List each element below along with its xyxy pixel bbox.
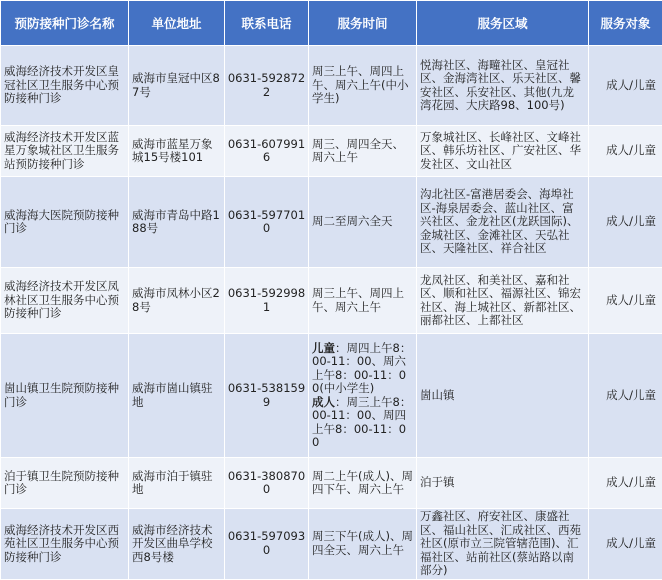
hours-child-text: ：周四上午8：00-11：00、周六上午8：00-11：00(中小学生)	[312, 341, 411, 396]
clinic-address: 威海市蓝星万象城15号楼101	[129, 126, 225, 177]
service-target: 成人/儿童	[589, 458, 662, 509]
table-row	[1, 46, 662, 126]
service-target: 成人/儿童	[589, 268, 662, 334]
header-target: 服务对象	[589, 1, 662, 46]
service-area: 龙凤社区、和美社区、嘉和社区、顺和社区、福源社区、锦宏社区、海上城社区、新都社区、丽都社区、上都社区	[417, 268, 589, 334]
service-target: 成人/儿童	[589, 126, 662, 177]
clinic-phone: 0631-5928722	[225, 46, 309, 126]
clinic-address: 威海市皇冠中区87号	[129, 46, 225, 126]
clinic-name: 威海经济技术开发区凤林社区卫生服务中心预防接种门诊	[1, 268, 129, 334]
hours-adult-text: ：周三上午8：00-11：00、周四上午8：00-11：00	[312, 395, 411, 450]
hours-child-label: 儿童	[312, 341, 335, 355]
header-area: 服务区域	[417, 1, 589, 46]
header-phone: 联系电话	[225, 1, 309, 46]
service-hours: 周三下午(成人)、周四全天、周六上午	[309, 509, 417, 580]
clinic-name: 威海经济技术开发区皇冠社区卫生服务中心预防接种门诊	[1, 46, 129, 126]
table-header-row	[1, 1, 662, 46]
clinic-phone: 0631-5977010	[225, 177, 309, 268]
clinic-phone: 0631-6079916	[225, 126, 309, 177]
service-hours	[309, 334, 417, 458]
table-row	[1, 126, 662, 177]
clinic-name: 威海经济技术开发区西苑社区卫生服务中心预防接种门诊	[1, 509, 129, 580]
service-hours: 周二上午(成人)、周四下午、周六上午	[309, 458, 417, 509]
clinic-phone: 0631-3808700	[225, 458, 309, 509]
table-row	[1, 509, 662, 580]
service-hours: 周三、周四全天、周六上午	[309, 126, 417, 177]
clinic-phone: 0631-5970930	[225, 509, 309, 580]
service-area: 沟北社区-富港居委会、海埠社区-海泉居委会、蓝山社区、富兴社区、金龙社区(龙跃国际)、金城社区、金滩社区、天弘社区、天隆社区、祥合社区	[417, 177, 589, 268]
table-row	[1, 334, 662, 458]
hours-adult-label: 成人	[312, 395, 335, 409]
service-target: 成人/儿童	[589, 334, 662, 458]
clinic-name: 崮山镇卫生院预防接种门诊	[1, 334, 129, 458]
clinic-phone: 0631-5929981	[225, 268, 309, 334]
clinic-address: 威海市凤林小区28号	[129, 268, 225, 334]
clinic-name: 威海经济技术开发区蓝星万象城社区卫生服务站预防接种门诊	[1, 126, 129, 177]
clinic-address: 威海市崮山镇驻地	[129, 334, 225, 458]
service-area: 悦海社区、海疃社区、皇冠社区、金海湾社区、乐天社区、馨安社区、乐安社区、其他(九龙湾花园、大庆路98、100号)	[417, 46, 589, 126]
clinic-phone: 0631-5381599	[225, 334, 309, 458]
service-target: 成人/儿童	[589, 509, 662, 580]
header-hours: 服务时间	[309, 1, 417, 46]
service-area: 崮山镇	[417, 334, 589, 458]
table-row	[1, 268, 662, 334]
service-area: 万象城社区、长峰社区、文峰社区、韩乐坊社区、广安社区、华发社区、文山社区	[417, 126, 589, 177]
table-row	[1, 458, 662, 509]
service-area: 万鑫社区、府安社区、康盛社区、福山社区、汇成社区、西苑社区(原市立三院管辖范围)、汇福社区、站前社区(蔡站路以南部分)	[417, 509, 589, 580]
clinic-address: 威海市经济技术开发区曲阜学校西8号楼	[129, 509, 225, 580]
service-target: 成人/儿童	[589, 46, 662, 126]
service-hours: 周三上午、周四上午、周六上午(中小学生)	[309, 46, 417, 126]
clinic-address: 威海市青岛中路188号	[129, 177, 225, 268]
clinic-name: 威海海大医院预防接种门诊	[1, 177, 129, 268]
service-hours: 周三上午、周四上午、周六上午	[309, 268, 417, 334]
clinic-name: 泊于镇卫生院预防接种门诊	[1, 458, 129, 509]
service-target: 成人/儿童	[589, 177, 662, 268]
header-address: 单位地址	[129, 1, 225, 46]
service-hours: 周二至周六全天	[309, 177, 417, 268]
service-area: 泊于镇	[417, 458, 589, 509]
header-name: 预防接种门诊名称	[1, 1, 129, 46]
clinic-address: 威海市泊于镇驻地	[129, 458, 225, 509]
table-row	[1, 177, 662, 268]
